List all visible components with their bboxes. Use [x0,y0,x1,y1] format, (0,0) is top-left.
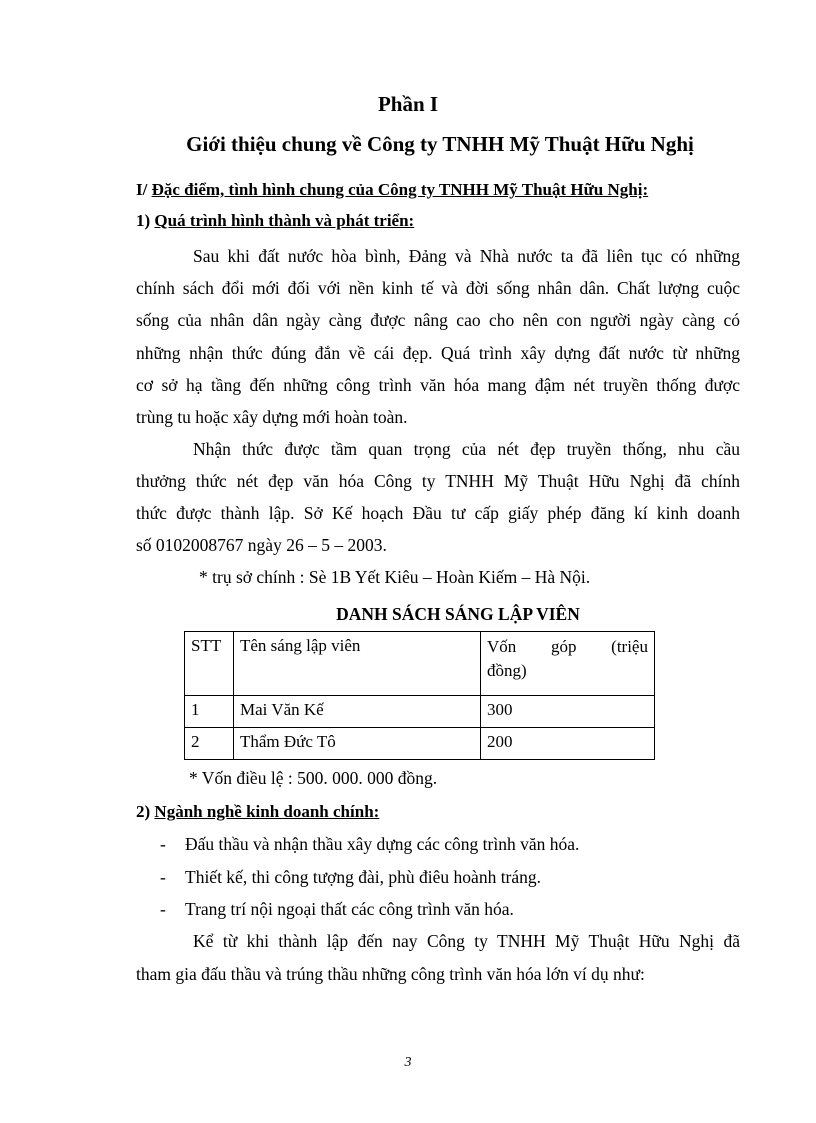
founders-table [184,631,655,760]
row-capital: 200 [481,728,655,760]
sub1-title: Quá trình hình thành và phát triển: [154,211,415,230]
bullet-dash: - [160,899,166,919]
sub1-number: 1) [136,211,151,230]
para2-line: Nhận thức được tầm quan trọng của nét đẹp truyền thống, nhu cầu [193,439,740,459]
sub1-heading [136,211,414,231]
para2-line: số 0102008767 ngày 26 – 5 – 2003. [136,535,387,555]
table-row [185,696,655,728]
list-item: Thiết kế, thi công tượng đài, phù điêu hoành tráng. [185,867,542,887]
row-name: Thẩm Đức Tô [234,728,481,760]
para1-line: những nhận thức đúng đắn về cái đẹp. Quá trình xây dựng đất nước từ những [136,343,740,363]
bullet-dash: - [160,867,166,887]
headquarters-line: * trụ sở chính : Sè 1B Yết Kiêu – Hoàn Kiếm – Hà Nội. [199,567,591,587]
para1-line: cơ sở hạ tầng đến những công trình văn hóa mang đậm nét truyền thống được [136,375,740,395]
header-name: Tên sáng lập viên [234,632,481,696]
section1-heading [136,180,648,200]
bullet-dash: - [160,834,166,854]
list-item: Đấu thầu và nhận thầu xây dựng các công trình văn hóa. [185,834,580,854]
page-number: 3 [404,1055,412,1070]
part-title: Phần I [377,92,439,116]
sub2-title: Ngành nghề kinh doanh chính: [154,802,380,821]
row-name: Mai Văn Kế [234,696,481,728]
table-row [185,728,655,760]
charter-capital-note: * Vốn điều lệ : 500. 000. 000 đồng. [189,768,438,788]
para1-line: trùng tu hoặc xây dựng mới hoàn toàn. [136,407,408,427]
para2-line: thưởng thức nét đẹp văn hóa Công ty TNHH Mỹ Thuật Hữu Nghị đã chính [136,471,740,491]
sub2-heading [136,802,379,822]
section1-title: Đặc điểm, tình hình chung của Công ty TNHH Mỹ Thuật Hữu Nghị: [151,180,649,199]
para1-line: Sau khi đất nước hòa bình, Đảng và Nhà nước ta đã liên tục có những [193,246,740,266]
para1-line: chính sách đổi mới đối với nền kinh tế và đời sống nhân dân. Chất lượng cuộc [136,278,740,298]
row-capital: 300 [481,696,655,728]
list-item: Trang trí nội ngoại thất các công trình văn hóa. [185,899,514,919]
table-header-row [185,632,655,696]
row-stt: 1 [185,696,234,728]
para2-line: thức được thành lập. Sở Kế hoạch Đầu tư cấp giấy phép đăng kí kinh doanh [136,503,740,523]
founders-table-title: DANH SÁCH SÁNG LẬP VIÊN [336,604,580,624]
para1-line: sống của nhân dân ngày càng được nâng cao cho nên con người ngày càng có [136,310,740,330]
header-capital: Vốn góp (triệu đồng) [481,632,655,696]
main-title: Giới thiệu chung về Công ty TNHH Mỹ Thuật Hữu Nghị [186,132,694,156]
para3-line: Kể từ khi thành lập đến nay Công ty TNHH Mỹ Thuật Hữu Nghị đã [193,931,740,951]
sub2-number: 2) [136,802,151,821]
header-stt: STT [185,632,234,696]
section1-number: I/ [136,180,148,199]
row-stt: 2 [185,728,234,760]
para3-line: tham gia đấu thầu và trúng thầu những công trình văn hóa lớn ví dụ như: [136,964,645,984]
